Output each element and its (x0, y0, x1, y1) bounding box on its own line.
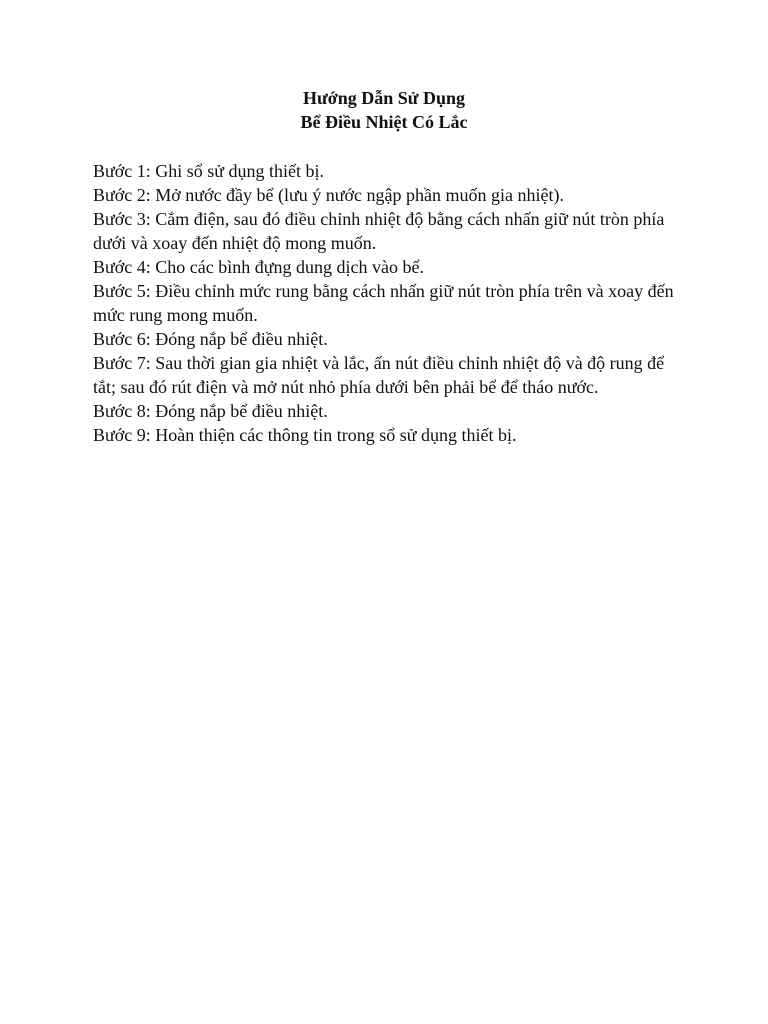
step-9: Bước 9: Hoàn thiện các thông tin trong sổ sử dụng thiết bị. (93, 425, 517, 445)
document-title (0, 86, 768, 134)
title-line-2: Bể Điều Nhiệt Có Lắc (300, 112, 468, 132)
steps-list (93, 159, 683, 447)
step-8: Bước 8: Đóng nắp bể điều nhiệt. (93, 401, 328, 421)
step-4: Bước 4: Cho các bình đựng dung dịch vào bể. (93, 257, 424, 277)
step-6: Bước 6: Đóng nắp bể điều nhiệt. (93, 329, 328, 349)
step-2: Bước 2: Mở nước đầy bể (lưu ý nước ngập phần muốn gia nhiệt). (93, 185, 565, 205)
step-3: Bước 3: Cắm điện, sau đó điều chỉnh nhiệt độ bằng cách nhấn giữ nút tròn phía dưới và xoay đến nhiệt độ mong muốn. (93, 209, 665, 253)
step-5: Bước 5: Điều chỉnh mức rung bằng cách nhấn giữ nút tròn phía trên và xoay đến mức rung mong muốn. (93, 281, 674, 325)
step-1: Bước 1: Ghi sổ sử dụng thiết bị. (93, 161, 325, 181)
title-line-1: Hướng Dẫn Sử Dụng (302, 88, 466, 108)
step-7: Bước 7: Sau thời gian gia nhiệt và lắc, ấn nút điều chỉnh nhiệt độ và độ rung để tắt; sau đó rút điện và mở nút nhỏ phía dưới bên phải bể để tháo nước. (93, 353, 665, 397)
